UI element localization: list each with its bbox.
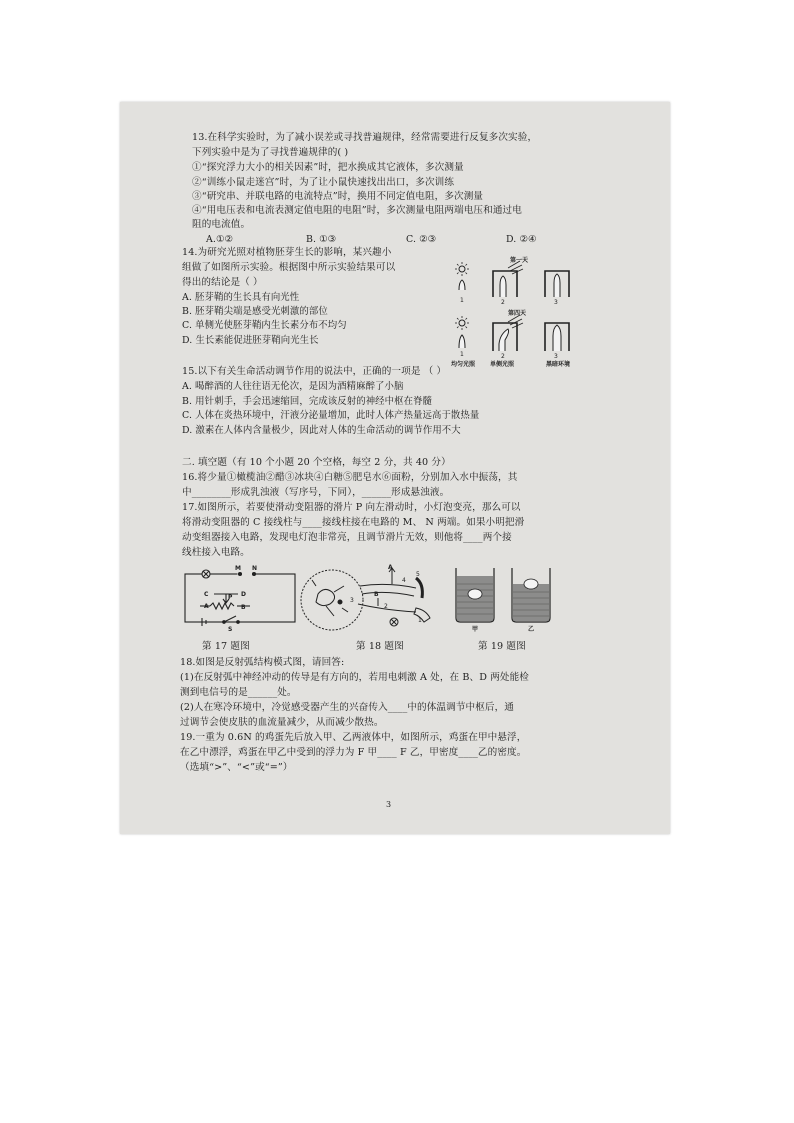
q15-option-a: A. 喝醉酒的人往往语无伦次，是因为酒精麻醉了小脑 (182, 381, 404, 392)
q13-item-3: ③“研究串、并联电路的电流特点”时，换用不同定值电阻，多次测量 (192, 191, 484, 202)
q18-line1: 18.如图是反射弧结构模式图，请回答: (180, 657, 345, 668)
slider-p-label: P (228, 594, 233, 601)
fig-caption-dark: 黑暗环境 (546, 361, 571, 368)
fig-caption-uniform-light: 均匀光照 (451, 361, 476, 368)
fig-day1-label: 第一天 (510, 257, 529, 264)
site-a-label: A (388, 564, 393, 571)
q13-option-d: D. ②④ (506, 234, 537, 245)
fig-num-1: 1 (460, 297, 464, 304)
terminal-m-label: M (235, 565, 241, 572)
q17-line2: 将滑动变阻器的 C 接线柱与____接线柱接在电路的 M、 N 两端。如果小明把滑 (182, 517, 525, 528)
q18-line2: (1)在反射弧中神经冲动的传导是有方向的，若用电刺激 A 处，在 B、D 两处能检 (180, 672, 529, 683)
caption-fig19: 第 19 题图 (478, 641, 526, 652)
part-3-label: 3 (350, 597, 354, 604)
q19-beakers-figure (450, 564, 556, 632)
q14-coleoptile-figure (450, 252, 600, 368)
q13-stem-line1: 13.在科学实验时，为了减小误差或寻找普遍规律，经常需要进行反复多次实验， (192, 132, 538, 143)
q14-stem-line2: 组做了如图所示实验。根据图中所示实验结果可以 (182, 262, 396, 273)
q19-line1: 19.一重为 0.6N 的鸡蛋先后放入甲、乙两液体中，如图所示，鸡蛋在甲中悬浮， (180, 732, 527, 743)
q15-stem: 15.以下有关生命活动调节作用的说法中，正确的一项是 （ ） (182, 366, 447, 377)
terminal-b-label: B (241, 604, 246, 611)
section-2-heading: 二. 填空题（有 10 个小题 20 个空格，每空 2 分，共 40 分） (182, 457, 451, 468)
beaker-jia-label: 甲 (472, 626, 479, 632)
q14-option-b: B. 胚芽鞘尖端是感受光刺激的部位 (182, 306, 328, 317)
terminal-c-label: C (204, 591, 209, 598)
fig-num-3: 3 (554, 299, 558, 306)
egg-icon (468, 589, 482, 599)
beaker-yi-label: 乙 (528, 626, 535, 632)
caption-fig17: 第 17 题图 (202, 641, 250, 652)
sun-icon (459, 320, 465, 326)
q13-stem-line2: 下列实验中是为了寻找普遍规律的( ) (192, 147, 349, 158)
q18-line4: (2)人在寒冷环境中，冷觉感受器产生的兴奋传入____中的体温调节中枢后，通 (180, 702, 514, 713)
q13-item-4a: ④“用电压表和电流表测定值电阻的电阻”时，多次测量电阻两端电压和通过电 (192, 205, 522, 216)
fig-num-2b: 2 (501, 353, 505, 360)
part-1-label: 1 (418, 617, 422, 624)
part-2-label: 2 (384, 603, 388, 610)
q13-item-1: ①“探究浮力大小的相关因素”时，把水换成其它液体，多次测量 (192, 162, 464, 173)
fig-caption-unilateral-light: 单侧光照 (490, 361, 515, 368)
q18-line5: 过调节会使皮肤的血流量减少，从而减少散热。 (180, 717, 384, 728)
q19-line3: （选填“>”、“<”或“=”） (180, 762, 293, 773)
q16-line1: 16.将少量①橄榄油②醋③冰块④白糖⑤肥皂水⑥面粉，分别加入水中振荡，其 (182, 472, 518, 483)
q18-reflex-arc-figure (298, 564, 444, 636)
q16-line2: 中________形成乳浊液（写序号，下同），______形成悬浊液。 (182, 487, 450, 498)
q13-item-2: ②“训练小鼠走迷宫”时，为了让小鼠快速找出出口，多次训练 (192, 177, 455, 188)
part-5-label: 5 (416, 571, 420, 578)
q14-option-c: C. 单侧光使胚芽鞘内生长素分布不均匀 (182, 320, 347, 331)
q14-option-a: A. 胚芽鞘的生长具有向光性 (182, 292, 300, 303)
terminal-a-label: A (204, 603, 209, 610)
q15-option-d: D. 激素在人体内含量极少，因此对人体的生命活动的调节作用不大 (182, 425, 461, 436)
fig-num-1b: 1 (460, 351, 464, 358)
site-b-label: B (374, 591, 379, 598)
q13-item-4b: 阻的电流值。 (192, 219, 251, 230)
caption-fig18: 第 18 题图 (356, 641, 404, 652)
q13-option-c: C. ②③ (406, 234, 437, 245)
q13-option-b: B. ①③ (306, 234, 337, 245)
switch-s-label: S (228, 626, 233, 632)
terminal-d-label: D (241, 591, 246, 598)
exam-page (120, 102, 670, 834)
q17-line3: 动变组器接入电路，发现电灯泡非常亮，且调节滑片无效，则他将____两个接 (182, 532, 512, 543)
q17-line1: 17.如图所示，若要使滑动变阻器的滑片 P 向左滑动时，小灯泡变亮，那么可以 (182, 502, 521, 513)
q17-line4: 线柱接入电路。 (182, 547, 250, 558)
q14-option-d: D. 生长素能促进胚芽鞘向光生长 (182, 335, 319, 346)
q13-option-a: A.①② (206, 234, 233, 245)
q18-line3: 测到电信号的是______处。 (180, 687, 297, 698)
page-number: 3 (386, 800, 392, 809)
sun-icon (459, 266, 465, 272)
fig-num-3b: 3 (554, 353, 558, 360)
q17-circuit-figure (180, 564, 300, 632)
q15-option-b: B. 用针刺手，手会迅速缩回，完成该反射的神经中枢在脊髓 (182, 396, 433, 407)
q15-option-c: C. 人体在炎热环境中，汗液分泌量增加，此时人体产热量远高于散热量 (182, 410, 480, 421)
fig-num-2: 2 (501, 299, 505, 306)
q14-stem-line1: 14.为研究光照对植物胚芽生长的影响，某兴趣小 (182, 247, 392, 258)
q14-stem-line3: 得出的结论是（ ） (182, 277, 263, 288)
part-4-label: 4 (402, 577, 406, 584)
q19-line2: 在乙中漂浮，鸡蛋在甲乙中受到的浮力为 F 甲____ F 乙，甲密度____乙的密度。 (180, 747, 527, 758)
egg-icon (524, 579, 538, 589)
terminal-n-label: N (252, 565, 258, 572)
fig-day4-label: 第四天 (508, 310, 527, 317)
